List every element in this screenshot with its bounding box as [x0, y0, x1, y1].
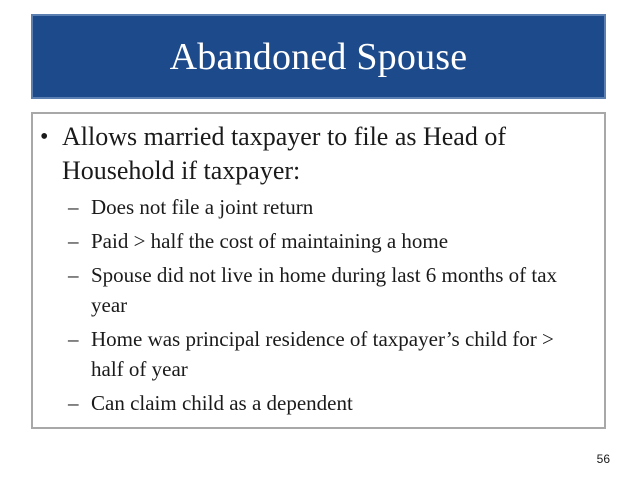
main-bullet-text: Allows married taxpayer to file as Head of Household if taxpayer:: [62, 122, 507, 185]
dash-icon: –: [68, 327, 79, 351]
bullet-dot-icon: •: [40, 124, 49, 150]
main-bullet: [40, 120, 585, 188]
sub-bullet-list: [68, 192, 588, 422]
sub-bullet-item: [68, 324, 588, 384]
sub-bullet-text: Paid > half the cost of maintaining a home: [91, 229, 449, 253]
page-number: 56: [596, 452, 610, 466]
sub-bullet-text: Can claim child as a dependent: [91, 391, 353, 415]
content-box: [31, 112, 606, 429]
sub-bullet-text: Does not file a joint return: [91, 195, 314, 219]
dash-icon: –: [68, 391, 79, 415]
slide-title: Abandoned Spouse: [169, 35, 468, 78]
sub-bullet-item: [68, 192, 588, 222]
sub-bullet-item: [68, 260, 588, 320]
title-banner: [31, 14, 606, 99]
dash-icon: –: [68, 263, 79, 287]
dash-icon: –: [68, 195, 79, 219]
sub-bullet-text: Spouse did not live in home during last 6 months of tax year: [91, 263, 558, 317]
sub-bullet-item: [68, 226, 588, 256]
sub-bullet-text: Home was principal residence of taxpayer’s child for > half of year: [91, 327, 554, 381]
dash-icon: –: [68, 229, 79, 253]
sub-bullet-item: [68, 388, 588, 418]
